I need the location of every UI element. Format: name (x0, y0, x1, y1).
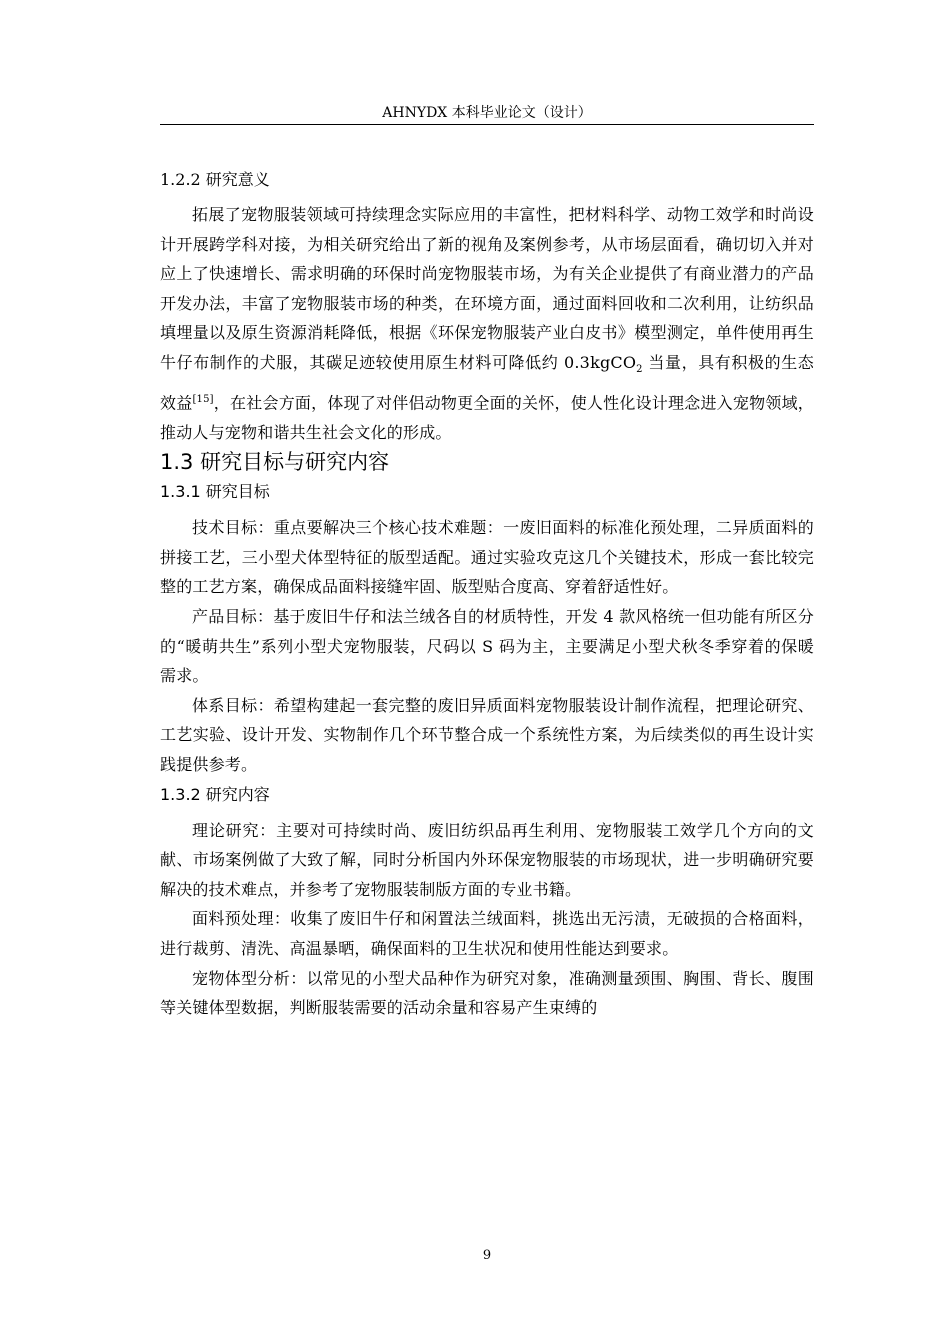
section-1-3-1-heading: 1.3.1 研究目标 (160, 482, 270, 502)
section-1-2-2-heading: 1.2.2 研究意义 (160, 170, 270, 189)
page-body (160, 166, 814, 1023)
paragraph-text-tail: ，在社会方面，体现了对伴侣动物更全面的关怀，使人性化设计理念进入宠物领域，推动人与宠物和谐共生社会文化的形成。 (160, 393, 814, 442)
citation-15: [15] (192, 393, 214, 405)
fabric-pretreatment-paragraph: 面料预处理：收集了废旧牛仔和闲置法兰绒面料，挑选出无污渍，无破损的合格面料，进行裁剪、清洗、高温暴晒，确保面料的卫生状况和使用性能达到要求。 (160, 909, 814, 958)
header-divider (160, 124, 814, 125)
paragraph-text: 拓展了宠物服装领域可持续理念实际应用的丰富性，把材料科学、动物工效学和时尚设计开展跨学科对接，为相关研究给出了新的视角及案例参考，从市场层面看，确切切入并对应上了快速增长、需求明确的环保时尚宠物服装市场，为有关企业提供了有商业潜力的产品开发办法，丰富了宠物服装市场的种类，在环境方面，通过面料回收和二次利用，让纺织品填埋量以及原生资源消耗降低，根据《环保宠物服装产业白皮书》模型测定，单件使用再生牛仔布制作的犬服，其碳足迹较使用原生材料可降低约 0.3kgCO (160, 205, 814, 372)
page-number: 9 (482, 1248, 492, 1263)
section-1-3-heading: 1.3 研究目标与研究内容 (160, 450, 390, 475)
section-1-3-2-heading: 1.3.2 研究内容 (160, 784, 270, 804)
running-header: AHNYDX 本科毕业论文（设计） (382, 105, 592, 121)
product-goal-paragraph: 产品目标：基于废旧牛仔和法兰绒各自的材质特性，开发 4 款风格统一但功能有所区分的“暖萌共生”系列小型犬宠物服装，尺码以 S 码为主，主要满足小型犬秋冬季穿着的保暖需求。 (160, 607, 814, 686)
subscript-2: 2 (636, 364, 643, 376)
system-goal-paragraph: 体系目标：希望构建起一套完整的废旧异质面料宠物服装设计制作流程，把理论研究、工艺实验、设计开发、实物制作几个环节整合成一个系统性方案，为后续类似的再生设计实践提供参考。 (160, 695, 814, 775)
section-1-2-2-paragraph (160, 200, 814, 447)
pet-body-analysis-paragraph: 宠物体型分析：以常见的小型犬品种作为研究对象，准确测量颈围、胸围、背长、腹围等关键体型数据，判断服装需要的活动余量和容易产生束缚的 (160, 968, 814, 1018)
theory-research-paragraph: 理论研究：主要对可持续时尚、废旧纺织品再生利用、宠物服装工效学几个方向的文献、市场案例做了大致了解，同时分析国内外环保宠物服装的市场现状，进一步明确研究要解决的技术难点，并参考了宠物服装制版方面的专业书籍。 (160, 820, 814, 899)
technical-goal-paragraph: 技术目标：重点要解决三个核心技术难题：一废旧面料的标准化预处理，二异质面料的拼接工艺，三小型犬体型特征的版型适配。通过实验攻克这几个关键技术，形成一套比较完整的工艺方案，确保成品面料接缝牢固、版型贴合度高、穿着舒适性好。 (160, 518, 814, 597)
paragraph-text-mid: 当量，具有积极的生态效益 (160, 352, 814, 413)
